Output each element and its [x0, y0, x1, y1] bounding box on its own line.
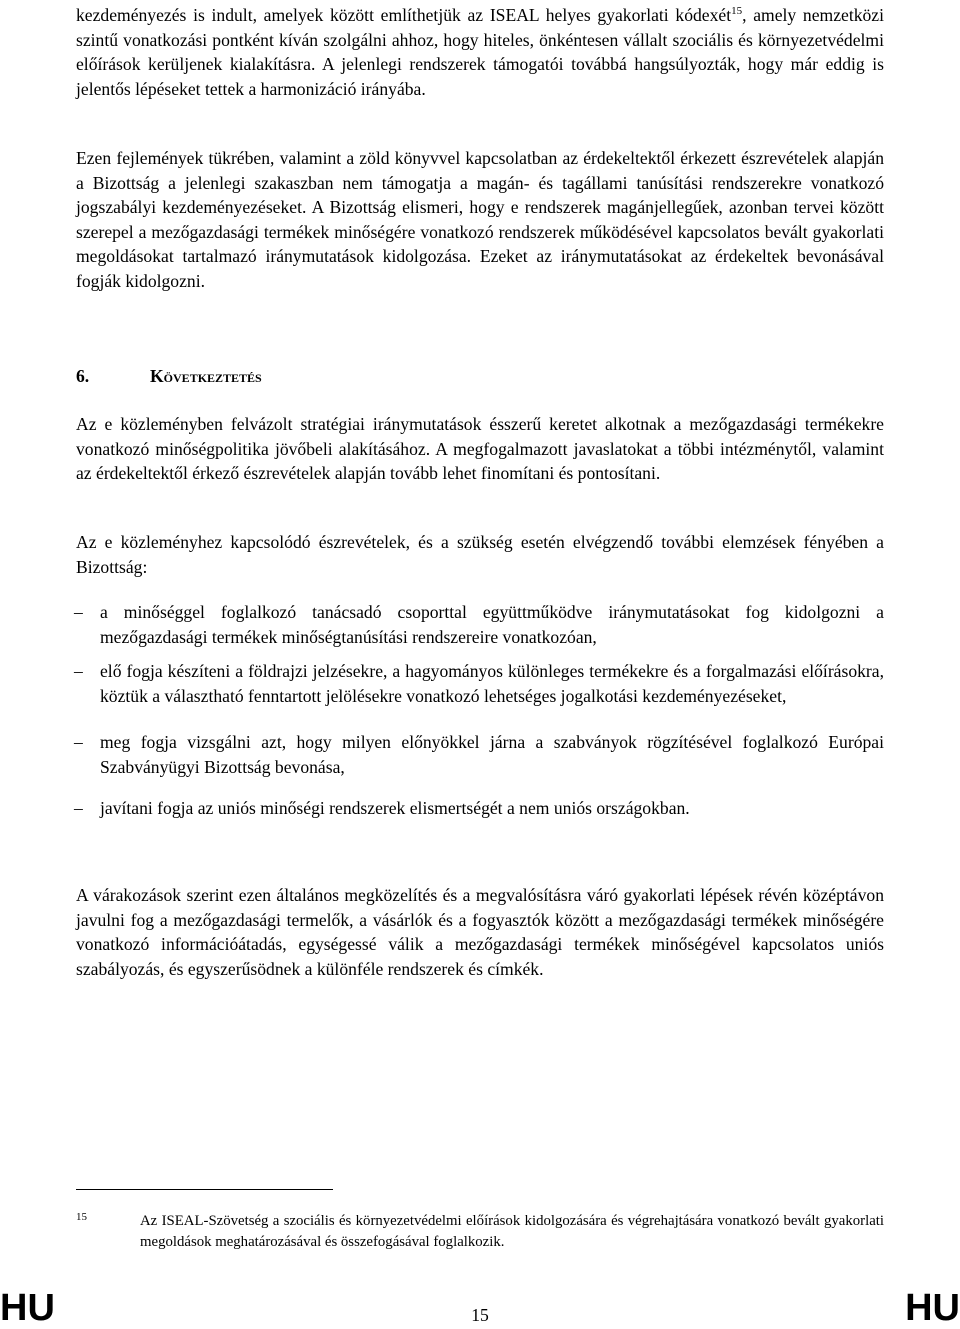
- list-item-text: javítani fogja az uniós minőségi rendszerek elismertségét a nem uniós országokban.: [100, 798, 690, 818]
- list-dash: –: [74, 798, 83, 818]
- section-number: 6.: [76, 366, 90, 386]
- paragraph-commission-position: Ezen fejlemények tükrében, valamint a zöld könyvvel kapcsolatban az érdekeltektől érkezett észrevételek alapján a Bizottság a jelenlegi szakaszban nem támogatja a magán- és tagállami tanúsítási rendszerekre vonatkozó jogszabályi kezdeményezéseket. A Bizottság elismeri, hogy e rendszerek magánjellegűek, azonban tervei között szerepel a mezőgazdasági termékek minőségére vonatkozó rendszerek működésével kapcsolatos bevált gyakorlati megoldásokat tartalmazó iránymutatások kidolgozása. Ezeket az iránymutatásokat az érdekeltek bevonásával fogják kidolgozni.: [76, 148, 884, 291]
- list-item: [76, 659, 884, 708]
- footnote-separator: [76, 1189, 333, 1190]
- footnote-number: 15: [76, 1211, 87, 1223]
- list-dash: –: [74, 732, 83, 752]
- language-code-left: HU: [0, 1287, 55, 1329]
- list-item-text: elő fogja készíteni a földrajzi jelzésekre, a hagyományos különleges termékekre és a forgalmazási előírásokra, köztük a választható fenntartott jelölésekre vonatkozó lehetséges jogalkotási kezdeményezéseket,: [100, 661, 884, 706]
- paragraph-text: kezdeményezés is indult, amelyek között említhetjük az ISEAL helyes gyakorlati kódexét: [76, 5, 732, 25]
- action-list: [76, 600, 884, 821]
- list-dash: –: [74, 661, 83, 681]
- list-item-text: a minőséggel foglalkozó tanácsadó csoporttal együttműködve iránymutatásokat fog kidolgozni a mezőgazdasági termékek minőségtanúsítási rendszereire vonatkozóan,: [100, 602, 884, 647]
- footnote-reference[interactable]: 15: [731, 5, 743, 17]
- list-item: [76, 730, 884, 779]
- list-item-text: meg fogja vizsgálni azt, hogy milyen előnyökkel járna a szabványok rögzítésével foglalkozó Európai Szabványügyi Bizottság bevonása,: [100, 732, 884, 777]
- paragraph-expected-outcomes: A várakozások szerint ezen általános megközelítés és a megvalósításra váró gyakorlati lépések révén középtávon javulni fog a mezőgazdasági termelők, a vásárlók és a fogyasztók között a mezőgazdasági termékek minőségére vonatkozó információátadás, egységessé válik a mezőgazdasági termékek minőségével kapcsolatos uniós szabályozás, és egyszerűsödnek a különféle rendszerek és címkék.: [76, 885, 884, 979]
- list-item: [76, 796, 884, 821]
- footnote-text: Az ISEAL-Szövetség a szociális és környezetvédelmi előírások kidolgozására és végrehajtására vonatkozó bevált gyakorlati megoldások meghatározásával és összefogásával foglalkozik.: [140, 1213, 884, 1250]
- section-title: Következtetés: [150, 366, 262, 386]
- paragraph-iseal-initiatives: [76, 3, 884, 101]
- page-number: 15: [471, 1305, 489, 1325]
- section-heading: [76, 366, 262, 387]
- list-dash: –: [74, 602, 83, 622]
- paragraph-text: , amely nemzetközi szintű vonatkozási pontként kíván szolgálni ahhoz, hogy hiteles, önkéntesen vállalt szociális és környezetvédelmi előírások kerüljenek kialakításra. A jelenlegi rendszerek támogatói továbbá hangsúlyozták, hogy már eddig is jelentős lépéseket tettek a harmonizáció irányába.: [76, 5, 884, 99]
- paragraph-conclusion-intro: Az e közleményben felvázolt stratégiai iránymutatások ésszerű keretet alkotnak a mezőgazdasági termékekre vonatkozó minőségpolitika jövőbeli alakításához. A megfogalmazott javaslatokat a többi intézménytől, valamint az érdekeltektől érkező észrevételek alapján tovább lehet finomítani és pontosítani.: [76, 414, 884, 483]
- language-code-right: HU: [905, 1287, 960, 1329]
- paragraph-commission-actions-intro: Az e közleményhez kapcsolódó észrevételek, és a szükség esetén elvégzendő további elemzések fényében a Bizottság:: [76, 532, 884, 577]
- list-item: [76, 600, 884, 649]
